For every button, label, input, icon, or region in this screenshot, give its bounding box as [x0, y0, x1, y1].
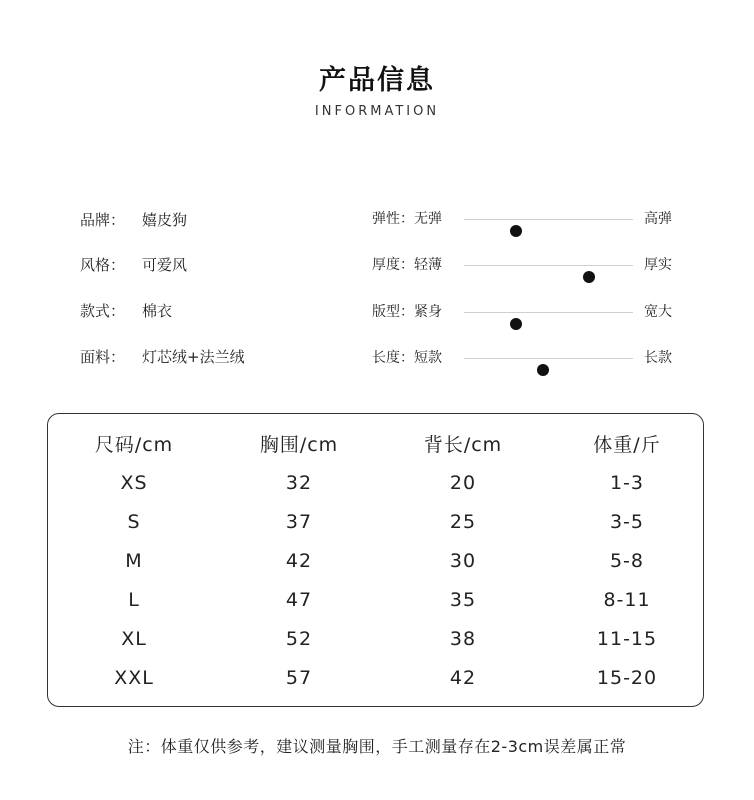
size-cell: XXL — [114, 667, 154, 689]
back-length-cell: 35 — [449, 589, 477, 611]
attr-label: 厚度：轻薄 — [372, 257, 442, 273]
size-cell: XS — [120, 472, 148, 494]
info-key: 风格： — [80, 256, 126, 274]
size-cell: S — [127, 511, 141, 533]
size-table — [47, 413, 704, 707]
column-header: 胸围/cm — [259, 434, 339, 456]
attr-fit — [372, 300, 682, 324]
chest-cell: 57 — [285, 667, 313, 689]
page-subtitle: INFORMATION — [314, 104, 440, 119]
info-row-brand — [80, 208, 187, 232]
page-title: 产品信息 — [319, 65, 435, 96]
table-row — [48, 585, 703, 615]
info-row-type — [80, 299, 172, 323]
attr-track — [464, 312, 633, 313]
attr-track — [464, 265, 633, 266]
chest-cell: 37 — [285, 511, 313, 533]
attr-level-dot — [510, 225, 522, 237]
back-length-cell: 42 — [449, 667, 477, 689]
info-row-style — [80, 253, 187, 277]
attr-thickness — [372, 253, 682, 277]
chest-cell: 32 — [285, 472, 313, 494]
table-row — [48, 507, 703, 537]
attr-track — [464, 219, 633, 220]
chest-cell: 42 — [285, 550, 313, 572]
info-value: 嬉皮狗 — [142, 211, 188, 229]
chest-cell: 52 — [285, 628, 313, 650]
attr-high-label: 厚实 — [644, 257, 672, 273]
column-header: 尺码/cm — [94, 434, 174, 456]
table-row — [48, 546, 703, 576]
attr-label: 弹性：无弹 — [372, 211, 442, 227]
table-row — [48, 663, 703, 693]
attr-label: 长度：短款 — [372, 350, 442, 366]
attr-level-dot — [510, 318, 522, 330]
back-length-cell: 38 — [449, 628, 477, 650]
attr-elasticity — [372, 207, 682, 231]
attr-level-dot — [537, 364, 549, 376]
info-value: 棉衣 — [142, 302, 173, 320]
back-length-cell: 25 — [449, 511, 477, 533]
attr-track — [464, 358, 633, 359]
info-row-fabric — [80, 345, 245, 369]
info-key: 面料： — [80, 348, 126, 366]
info-value: 可爱风 — [142, 256, 188, 274]
attr-length — [372, 346, 682, 370]
info-key: 款式： — [80, 302, 126, 320]
chest-cell: 47 — [285, 589, 313, 611]
weight-cell: 15-20 — [596, 667, 658, 689]
attr-level-dot — [583, 271, 595, 283]
attr-high-label: 高弹 — [644, 211, 672, 227]
weight-cell: 5-8 — [609, 550, 645, 572]
back-length-cell: 20 — [449, 472, 477, 494]
back-length-cell: 30 — [449, 550, 477, 572]
attr-label: 版型：紧身 — [372, 304, 442, 320]
weight-cell: 8-11 — [603, 589, 651, 611]
weight-cell: 11-15 — [596, 628, 658, 650]
size-cell: L — [128, 589, 140, 611]
weight-cell: 3-5 — [609, 511, 645, 533]
size-cell: M — [125, 550, 143, 572]
column-header: 背长/cm — [423, 434, 503, 456]
footnote: 注：体重仅供参考，建议测量胸围，手工测量存在2-3cm误差属正常 — [127, 737, 627, 756]
size-cell: XL — [121, 628, 147, 650]
attr-high-label: 宽大 — [644, 304, 672, 320]
info-value: 灯芯绒+法兰绒 — [142, 348, 245, 366]
table-row — [48, 468, 703, 498]
weight-cell: 1-3 — [609, 472, 645, 494]
column-header: 体重/斤 — [593, 434, 661, 456]
attr-high-label: 长款 — [644, 350, 672, 366]
info-key: 品牌： — [80, 211, 126, 229]
size-table-header — [48, 430, 703, 460]
table-row — [48, 624, 703, 654]
